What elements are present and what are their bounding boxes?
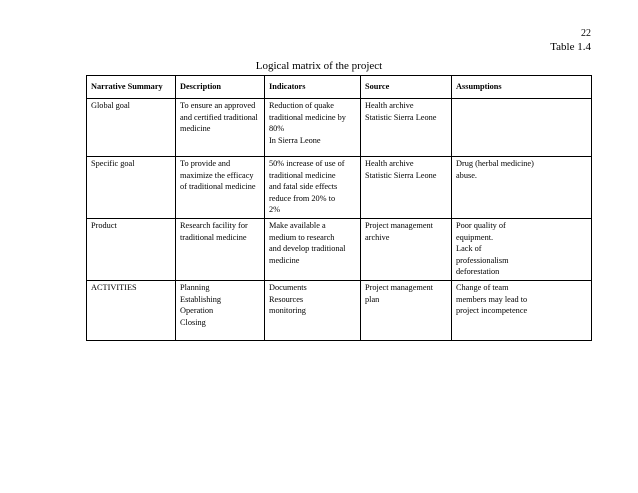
- cell-text-line: Lack of: [456, 244, 482, 254]
- cell-text-line: 50% increase of use of: [269, 159, 345, 168]
- cell-text-line: Statistic Sierra Leone: [365, 170, 437, 180]
- table-cell-description: [176, 280, 265, 340]
- table-row: [87, 280, 592, 340]
- cell-text-line: Change of team: [456, 282, 509, 292]
- logical-matrix-table: [86, 75, 592, 341]
- cell-text-line: Drug (herbal medicine): [456, 159, 534, 168]
- header-assumptions: Assumptions: [452, 76, 592, 99]
- cell-text-line: Health archive: [365, 101, 414, 110]
- cell-text-line: traditional medicine: [269, 170, 336, 180]
- cell-text-line: of traditional medicine: [180, 182, 256, 192]
- table-cell-narrative: [87, 280, 176, 340]
- cell-text-line: Project management: [365, 282, 433, 292]
- cell-text-line: professionalism: [456, 255, 509, 265]
- cell-text-line: Reduction of quake: [269, 101, 334, 110]
- table-cell-description: [176, 99, 265, 157]
- cell-text-line: medium to research: [269, 232, 335, 242]
- cell-text-line: Operation: [180, 306, 214, 316]
- cell-text-line: Specific goal: [91, 159, 135, 168]
- table-header-row: [87, 76, 592, 99]
- cell-text-line: Research facility for: [180, 220, 248, 230]
- cell-text-line: archive: [365, 232, 390, 242]
- table-cell-narrative: [87, 218, 176, 280]
- table-cell-assumptions: [452, 99, 592, 157]
- header-description: Description: [176, 76, 265, 99]
- cell-text-line: Establishing: [180, 294, 222, 304]
- table-cell-narrative: [87, 99, 176, 157]
- header-source: Source: [361, 76, 452, 99]
- table-label: Table 1.4: [550, 41, 591, 53]
- cell-text-line: 2%: [269, 205, 281, 215]
- cell-text-line: To provide and: [180, 159, 231, 168]
- table-cell-assumptions: [452, 218, 592, 280]
- table-cell-source: [361, 218, 452, 280]
- table-row: [87, 218, 592, 280]
- cell-text-line: Planning: [180, 282, 210, 292]
- table-cell-description: [176, 157, 265, 219]
- table-cell-narrative: [87, 157, 176, 219]
- cell-text-line: Health archive: [365, 159, 414, 168]
- table-cell-source: [361, 157, 452, 219]
- cell-text-line: In Sierra Leone: [269, 135, 321, 145]
- cell-text-line: Resources: [269, 294, 304, 304]
- cell-text-line: traditional medicine: [180, 232, 247, 242]
- table-cell-assumptions: [452, 157, 592, 219]
- table-cell-indicators: [265, 218, 361, 280]
- table-cell-description: [176, 218, 265, 280]
- cell-text-line: Poor quality of: [456, 220, 506, 230]
- table-cell-indicators: [265, 157, 361, 219]
- cell-text-line: Statistic Sierra Leone: [365, 112, 437, 122]
- table-cell-indicators: [265, 280, 361, 340]
- cell-text-line: equipment.: [456, 232, 494, 242]
- cell-text-line: Closing: [180, 317, 206, 327]
- cell-text-line: abuse.: [456, 170, 477, 180]
- header-narrative-summary: Narrative Summary: [87, 76, 176, 99]
- table-caption: Logical matrix of the project: [255, 60, 383, 72]
- cell-text-line: and fatal side effects: [269, 182, 338, 192]
- cell-text-line: Make available a: [269, 220, 326, 230]
- cell-text-line: deforestation: [456, 267, 500, 277]
- cell-text-line: members may lead to: [456, 294, 528, 304]
- cell-text-line: 80%: [269, 124, 285, 134]
- table-cell-indicators: [265, 99, 361, 157]
- cell-text-line: traditional medicine by: [269, 112, 346, 122]
- table-cell-source: [361, 280, 452, 340]
- cell-text-line: reduce from 20% to: [269, 193, 336, 203]
- table-row: [87, 99, 592, 157]
- cell-text-line: To ensure an approved: [180, 101, 256, 110]
- page-number: 22: [581, 28, 591, 39]
- cell-text-line: plan: [365, 294, 380, 304]
- cell-text-line: medicine: [269, 255, 300, 265]
- table-row: [87, 157, 592, 219]
- table-cell-source: [361, 99, 452, 157]
- cell-text-line: Global goal: [91, 101, 130, 110]
- cell-text-line: and develop traditional: [269, 244, 346, 254]
- cell-text-line: medicine: [180, 124, 211, 134]
- cell-text-line: project incompetence: [456, 306, 528, 316]
- cell-text-line: and certified traditional: [180, 112, 258, 122]
- cell-text-line: Documents: [269, 282, 307, 292]
- cell-text-line: maximize the efficacy: [180, 170, 254, 180]
- cell-text-line: Product: [91, 220, 117, 230]
- cell-text-line: monitoring: [269, 306, 306, 316]
- cell-text-line: ACTIVITIES: [91, 282, 137, 292]
- cell-text-line: Project management: [365, 220, 433, 230]
- table-cell-assumptions: [452, 280, 592, 340]
- header-indicators: Indicators: [265, 76, 361, 99]
